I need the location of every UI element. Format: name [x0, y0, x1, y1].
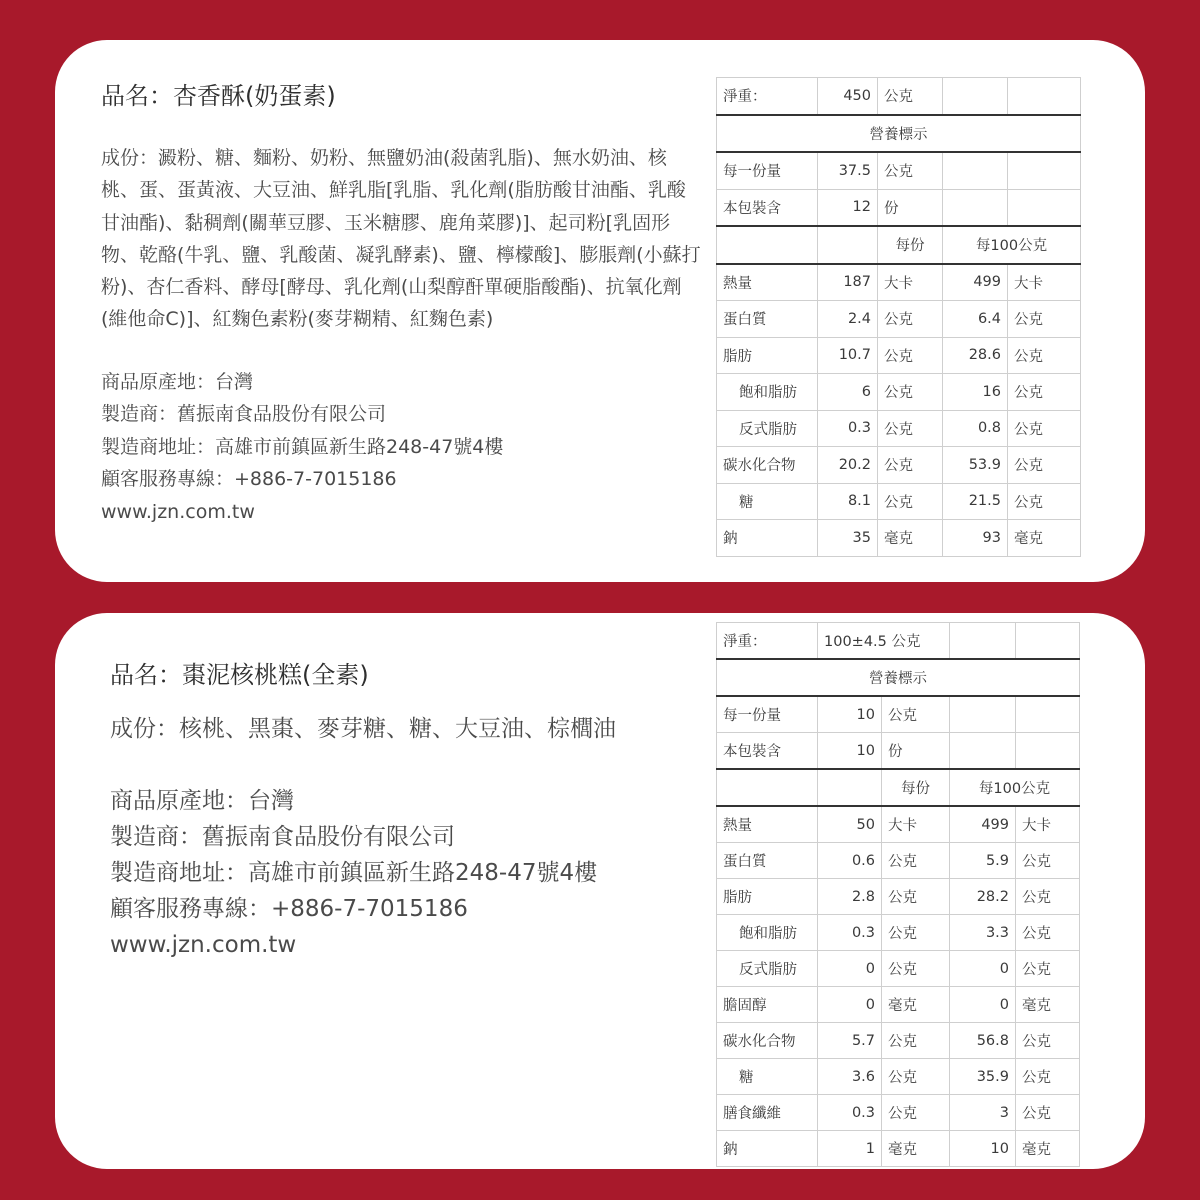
nutrition-title-row	[717, 115, 1081, 153]
product-ingredients: 成份：澱粉、糖、麵粉、奶粉、無鹽奶油(殺菌乳脂)、無水奶油、核桃、蛋、蛋黃液、大豆油、鮮乳脂[乳脂、乳化劑(脂肪酸甘油酯、乳酸甘油酯)、黏稠劑(關華豆膠、玉米糖膠、鹿角菜膠)]、起司粉[乳固形物、乾酪(牛乳、鹽、乳酸菌、凝乳酵素)、鹽、檸檬酸]、膨脹劑(小蘇打粉)、杏仁香料、酵母[酵母、乳化劑(山梨醇酐單硬脂酸酯)、抗氧化劑(維他命C)]、紅麴色素粉(麥芽糊精、紅麴色素)	[101, 147, 701, 331]
product-meta	[101, 366, 701, 529]
nutrition-title: 營養標示	[717, 659, 1080, 696]
net-weight-label: 淨重：	[717, 78, 818, 115]
nutrient-name: 反式脂肪	[717, 951, 818, 987]
serving-size-unit: 公克	[878, 152, 943, 189]
col-per-100g: 每100公克	[950, 769, 1080, 806]
per-100g-value: 35.9	[950, 1059, 1016, 1095]
serving-size-row	[717, 152, 1081, 189]
nutrient-row	[717, 374, 1081, 411]
product-website: www.jzn.com.tw	[101, 500, 255, 523]
per-serving-unit: 公克	[882, 843, 950, 879]
column-header-row	[717, 769, 1080, 806]
product-origin: 商品原產地：台灣	[110, 788, 294, 814]
serving-size-value: 37.5	[818, 152, 878, 189]
nutrient-row	[717, 1059, 1080, 1095]
nutrient-name: 鈉	[717, 1131, 818, 1167]
per-serving-value: 0.3	[818, 410, 878, 447]
per-serving-value: 0.3	[818, 915, 882, 951]
per-serving-unit: 毫克	[878, 520, 943, 557]
product-manufacturer: 製造商：舊振南食品股份有限公司	[101, 403, 387, 426]
per-100g-value: 0.8	[943, 410, 1008, 447]
column-header-row	[717, 226, 1081, 264]
per-100g-value: 0	[950, 951, 1016, 987]
product-hotline: 顧客服務專線：+886-7-7015186	[101, 468, 397, 491]
nutrient-name: 膳食纖維	[717, 1095, 818, 1131]
net-weight-amount	[818, 623, 950, 660]
per-serving-value: 5.7	[818, 1023, 882, 1059]
empty-cell	[818, 769, 882, 806]
per-serving-value: 187	[818, 264, 878, 301]
product-info	[101, 78, 701, 528]
nutrient-name: 熱量	[717, 806, 818, 843]
nutrient-rows	[717, 806, 1080, 1167]
per-100g-unit: 公克	[1016, 1059, 1080, 1095]
nutrient-row	[717, 879, 1080, 915]
per-100g-unit: 公克	[1008, 337, 1081, 374]
servings-label: 本包裝含	[717, 189, 818, 226]
net-weight-value: 450	[818, 78, 878, 115]
product-meta	[110, 783, 670, 963]
per-serving-unit: 公克	[882, 915, 950, 951]
per-serving-unit: 公克	[878, 301, 943, 338]
nutrient-name: 蛋白質	[717, 301, 818, 338]
per-serving-unit: 公克	[882, 951, 950, 987]
nutrient-row	[717, 483, 1081, 520]
product-address: 製造商地址：高雄市前鎮區新生路248-47號4樓	[110, 860, 598, 886]
nutrient-name: 熱量	[717, 264, 818, 301]
per-100g-unit: 公克	[1008, 447, 1081, 484]
nutrient-row	[717, 264, 1081, 301]
per-serving-unit: 公克	[878, 374, 943, 411]
serving-size-unit: 公克	[882, 696, 950, 733]
per-serving-value: 20.2	[818, 447, 878, 484]
product-website: www.jzn.com.tw	[110, 932, 297, 958]
nutrient-rows	[717, 264, 1081, 557]
per-100g-unit: 大卡	[1016, 806, 1080, 843]
per-100g-unit: 公克	[1016, 1023, 1080, 1059]
per-serving-value: 0.6	[818, 843, 882, 879]
per-serving-value: 0	[818, 951, 882, 987]
per-serving-value: 35	[818, 520, 878, 557]
col-per-serving: 每份	[878, 226, 943, 264]
per-serving-unit: 毫克	[882, 1131, 950, 1167]
product-hotline: 顧客服務專線：+886-7-7015186	[110, 896, 468, 922]
net-weight-row	[717, 623, 1080, 660]
net-weight-row	[717, 78, 1081, 115]
per-serving-value: 8.1	[818, 483, 878, 520]
nutrition-table	[716, 77, 1081, 557]
per-serving-unit: 大卡	[882, 806, 950, 843]
per-100g-unit: 公克	[1016, 951, 1080, 987]
net-weight-unit: 公克	[891, 634, 921, 650]
nutrient-row	[717, 915, 1080, 951]
nutrient-row	[717, 337, 1081, 374]
per-100g-value: 28.6	[943, 337, 1008, 374]
servings-label: 本包裝含	[717, 733, 818, 770]
per-100g-value: 16	[943, 374, 1008, 411]
product-info	[110, 657, 670, 963]
product-card-1	[55, 40, 1145, 582]
nutrient-row	[717, 1131, 1080, 1167]
per-serving-unit: 公克	[878, 410, 943, 447]
per-100g-value: 3	[950, 1095, 1016, 1131]
nutrient-row	[717, 843, 1080, 879]
servings-unit: 份	[882, 733, 950, 770]
per-100g-unit: 公克	[1016, 1095, 1080, 1131]
per-100g-unit: 公克	[1008, 301, 1081, 338]
per-serving-unit: 毫克	[882, 987, 950, 1023]
servings-row	[717, 189, 1081, 226]
product-manufacturer: 製造商：舊振南食品股份有限公司	[110, 824, 455, 850]
nutrient-name: 脂肪	[717, 337, 818, 374]
net-weight-label: 淨重：	[717, 623, 818, 660]
nutrient-name: 糖	[717, 1059, 818, 1095]
per-100g-value: 21.5	[943, 483, 1008, 520]
empty-cell	[943, 152, 1008, 189]
nutrient-name: 蛋白質	[717, 843, 818, 879]
nutrient-name: 糖	[717, 483, 818, 520]
serving-size-label: 每一份量	[717, 696, 818, 733]
nutrient-name: 膽固醇	[717, 987, 818, 1023]
nutrient-row	[717, 806, 1080, 843]
empty-cell	[1016, 696, 1080, 733]
per-100g-value: 93	[943, 520, 1008, 557]
per-100g-unit: 公克	[1016, 915, 1080, 951]
empty-cell	[950, 733, 1016, 770]
product-address: 製造商地址：高雄市前鎮區新生路248-47號4樓	[101, 435, 504, 458]
nutrition-table	[716, 622, 1080, 1167]
per-100g-unit: 公克	[1008, 374, 1081, 411]
per-serving-unit: 公克	[878, 337, 943, 374]
servings-value: 10	[818, 733, 882, 770]
per-serving-value: 0	[818, 987, 882, 1023]
per-100g-unit: 毫克	[1008, 520, 1081, 557]
per-serving-unit: 公克	[882, 1023, 950, 1059]
nutrition-title: 營養標示	[717, 115, 1081, 153]
col-per-serving: 每份	[882, 769, 950, 806]
empty-cell	[818, 226, 878, 264]
nutrient-row	[717, 1023, 1080, 1059]
empty-cell	[950, 623, 1016, 660]
nutrient-name: 碳水化合物	[717, 447, 818, 484]
product-origin: 商品原產地：台灣	[101, 370, 254, 393]
product-card-2	[55, 613, 1145, 1169]
per-serving-unit: 公克	[882, 1059, 950, 1095]
servings-value: 12	[818, 189, 878, 226]
product-ingredients: 成份：核桃、黑棗、麥芽糖、糖、大豆油、棕櫚油	[110, 716, 616, 742]
per-100g-unit: 公克	[1016, 879, 1080, 915]
empty-cell	[1008, 152, 1081, 189]
nutrient-row	[717, 1095, 1080, 1131]
col-per-100g: 每100公克	[943, 226, 1081, 264]
empty-cell	[717, 769, 818, 806]
empty-cell	[1016, 733, 1080, 770]
serving-size-label: 每一份量	[717, 152, 818, 189]
nutrient-row	[717, 987, 1080, 1023]
serving-size-value: 10	[818, 696, 882, 733]
per-100g-value: 53.9	[943, 447, 1008, 484]
nutrient-row	[717, 520, 1081, 557]
empty-cell	[1008, 189, 1081, 226]
nutrient-name: 脂肪	[717, 879, 818, 915]
per-serving-value: 3.6	[818, 1059, 882, 1095]
per-100g-value: 28.2	[950, 879, 1016, 915]
empty-cell	[1008, 78, 1081, 115]
per-100g-unit: 公克	[1008, 483, 1081, 520]
per-100g-value: 5.9	[950, 843, 1016, 879]
per-100g-value: 0	[950, 987, 1016, 1023]
per-serving-value: 6	[818, 374, 878, 411]
per-serving-value: 2.8	[818, 879, 882, 915]
product-name: 品名：棗泥核桃糕(全素)	[110, 661, 369, 689]
nutrient-name: 碳水化合物	[717, 1023, 818, 1059]
nutrient-row	[717, 447, 1081, 484]
per-100g-value: 10	[950, 1131, 1016, 1167]
empty-cell	[717, 226, 818, 264]
empty-cell	[943, 189, 1008, 226]
per-100g-value: 56.8	[950, 1023, 1016, 1059]
per-100g-unit: 公克	[1016, 843, 1080, 879]
per-100g-unit: 毫克	[1016, 1131, 1080, 1167]
servings-row	[717, 733, 1080, 770]
product-name: 品名：杏香酥(奶蛋素)	[101, 82, 336, 110]
per-serving-value: 1	[818, 1131, 882, 1167]
per-100g-value: 499	[943, 264, 1008, 301]
per-100g-value: 6.4	[943, 301, 1008, 338]
per-100g-unit: 公克	[1008, 410, 1081, 447]
per-serving-unit: 公克	[878, 447, 943, 484]
per-serving-value: 0.3	[818, 1095, 882, 1131]
net-weight-value: 100±4.5	[824, 634, 887, 650]
nutrient-row	[717, 301, 1081, 338]
per-100g-value: 3.3	[950, 915, 1016, 951]
per-serving-unit: 公克	[882, 879, 950, 915]
serving-size-row	[717, 696, 1080, 733]
empty-cell	[950, 696, 1016, 733]
net-weight-unit: 公克	[878, 78, 943, 115]
per-100g-unit: 毫克	[1016, 987, 1080, 1023]
nutrient-name: 飽和脂肪	[717, 374, 818, 411]
empty-cell	[943, 78, 1008, 115]
per-serving-value: 50	[818, 806, 882, 843]
nutrition-title-row	[717, 659, 1080, 696]
servings-unit: 份	[878, 189, 943, 226]
nutrient-name: 飽和脂肪	[717, 915, 818, 951]
per-100g-unit: 大卡	[1008, 264, 1081, 301]
per-serving-unit: 公克	[882, 1095, 950, 1131]
per-serving-value: 10.7	[818, 337, 878, 374]
nutrient-name: 鈉	[717, 520, 818, 557]
per-serving-unit: 大卡	[878, 264, 943, 301]
nutrient-name: 反式脂肪	[717, 410, 818, 447]
per-100g-value: 499	[950, 806, 1016, 843]
empty-cell	[1016, 623, 1080, 660]
nutrient-row	[717, 951, 1080, 987]
per-serving-value: 2.4	[818, 301, 878, 338]
per-serving-unit: 公克	[878, 483, 943, 520]
nutrient-row	[717, 410, 1081, 447]
